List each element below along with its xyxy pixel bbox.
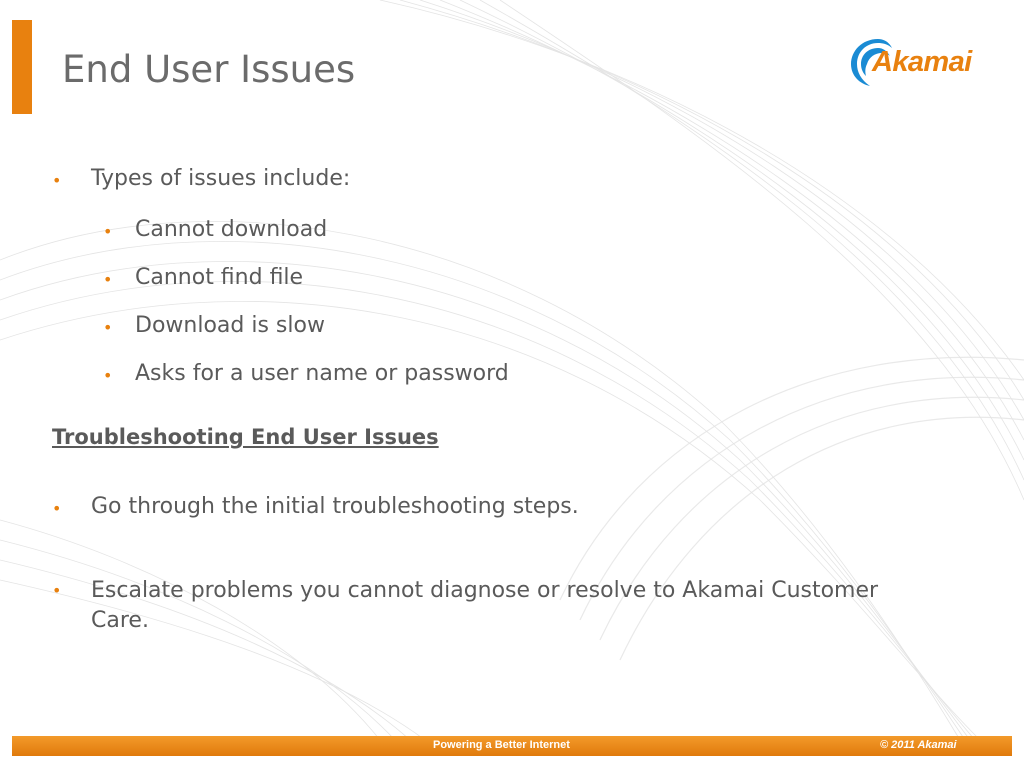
bullet-icon: • xyxy=(103,270,113,289)
footer-copyright: © 2011 Akamai xyxy=(880,739,957,751)
footer-bar xyxy=(12,736,1012,756)
bullet-icon: • xyxy=(103,366,113,385)
bullet-icon: • xyxy=(52,499,62,518)
footer-tagline: Powering a Better Internet xyxy=(433,739,570,751)
bullet-icon: • xyxy=(103,318,113,337)
logo-wordmark: Akamai xyxy=(872,46,972,78)
akamai-logo xyxy=(848,34,980,92)
bullet-icon: • xyxy=(52,171,62,190)
slide-title: End User Issues xyxy=(62,48,356,91)
title-accent-bar xyxy=(12,20,32,114)
bullet-icon: • xyxy=(103,222,113,241)
section-heading: Troubleshooting End User Issues xyxy=(52,425,439,449)
bullet-icon: • xyxy=(52,581,62,600)
